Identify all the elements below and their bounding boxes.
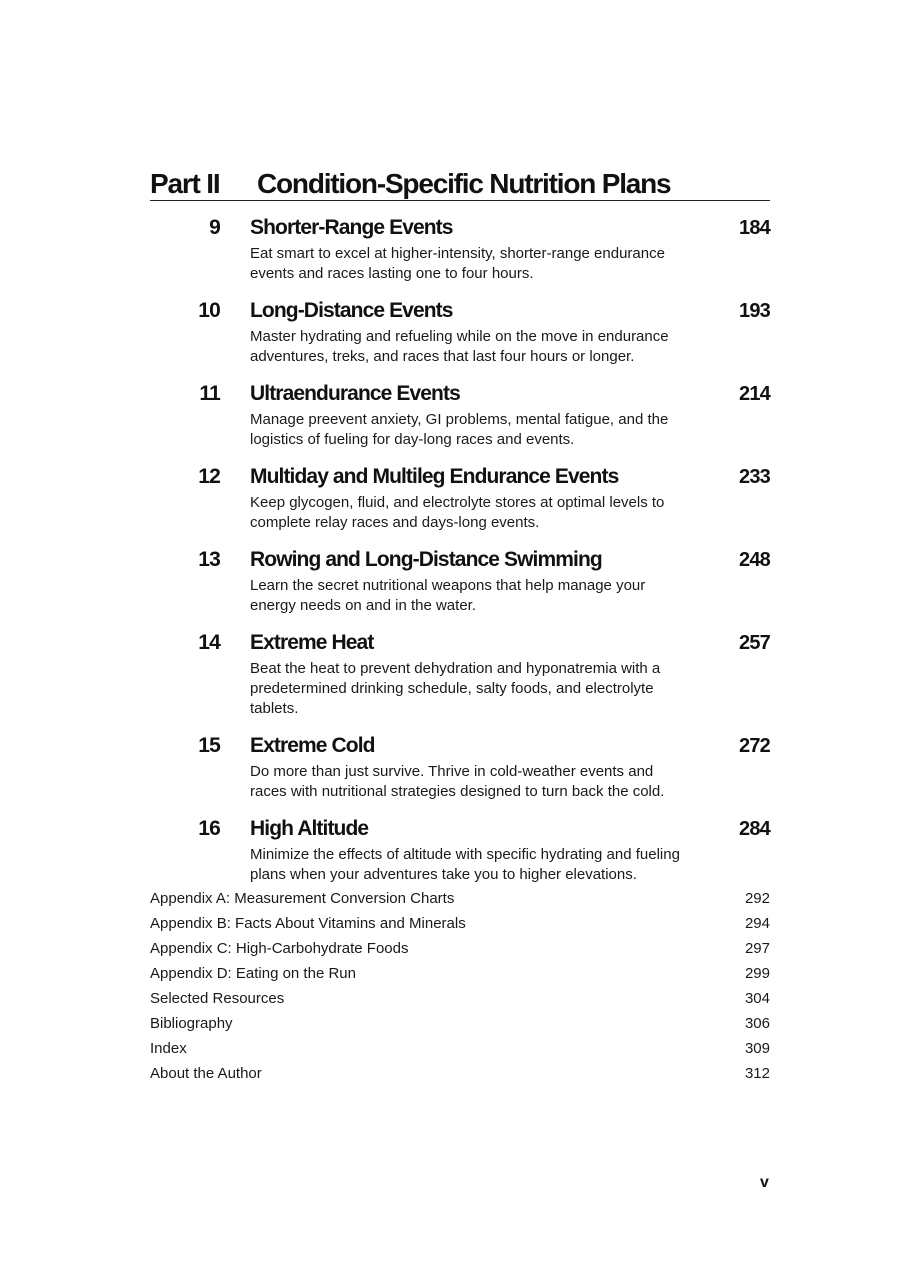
chapter-entry[interactable] — [150, 815, 770, 885]
backmatter-title: Appendix B: Facts About Vitamins and Minerals — [150, 915, 466, 932]
backmatter-entry[interactable] — [150, 911, 770, 936]
chapter-description: Master hydrating and refueling while on the move in endurance adventures, treks, and races that last four hours or longer. — [250, 328, 669, 365]
page-folio: v — [760, 1174, 769, 1191]
chapter-entry[interactable] — [150, 380, 770, 450]
chapter-entry[interactable] — [150, 732, 770, 802]
backmatter-title: Selected Resources — [150, 990, 285, 1007]
backmatter-list — [150, 886, 770, 1086]
backmatter-page-number: 292 — [744, 890, 770, 907]
chapter-number: 16 — [198, 817, 220, 840]
backmatter-entry[interactable] — [150, 886, 770, 911]
chapter-body — [250, 629, 690, 719]
backmatter-title: Index — [150, 1040, 187, 1057]
chapter-body — [250, 815, 690, 885]
table-of-contents — [150, 168, 770, 1086]
chapter-page-number: 214 — [739, 383, 770, 405]
chapter-title[interactable]: Multiday and Multileg Endurance Events — [250, 465, 619, 488]
chapter-page-number: 248 — [739, 549, 770, 571]
backmatter-page-number: 297 — [744, 940, 770, 957]
backmatter-page-number: 304 — [744, 990, 770, 1007]
part-title: Condition-Specific Nutrition Plans — [257, 168, 671, 199]
backmatter-title: Appendix C: High-Carbohydrate Foods — [150, 940, 409, 957]
chapter-description: Learn the secret nutritional weapons that help manage your energy needs on and in the water. — [250, 577, 646, 614]
chapter-number: 13 — [198, 548, 220, 571]
chapter-page-number: 272 — [739, 735, 770, 757]
backmatter-page-number: 294 — [744, 915, 770, 932]
backmatter-title: About the Author — [150, 1065, 262, 1082]
backmatter-entry[interactable] — [150, 1061, 770, 1086]
backmatter-entry[interactable] — [150, 1011, 770, 1036]
part-label: Part II — [150, 168, 220, 199]
chapter-page-number: 184 — [739, 217, 770, 239]
chapter-page-number: 284 — [739, 818, 770, 840]
chapter-entry[interactable] — [150, 629, 770, 719]
chapter-entry[interactable] — [150, 463, 770, 533]
chapter-title[interactable]: Extreme Heat — [250, 631, 374, 654]
chapter-description: Do more than just survive. Thrive in cold-weather events and races with nutritional strategies designed to turn back the cold. — [250, 763, 665, 800]
chapter-number: 15 — [198, 734, 220, 757]
chapter-page-number: 257 — [739, 632, 770, 654]
chapter-body — [250, 546, 690, 616]
chapter-body — [250, 463, 690, 533]
chapter-entry[interactable] — [150, 214, 770, 284]
chapter-body — [250, 297, 690, 367]
chapter-title[interactable]: Rowing and Long-Distance Swimming — [250, 548, 602, 571]
part-header — [150, 168, 770, 201]
chapter-title[interactable]: High Altitude — [250, 817, 369, 840]
chapter-description: Keep glycogen, fluid, and electrolyte stores at optimal levels to complete relay races and days-long events. — [250, 494, 665, 531]
backmatter-page-number: 299 — [744, 965, 770, 982]
chapter-number: 9 — [209, 216, 220, 239]
backmatter-page-number: 309 — [744, 1040, 770, 1057]
backmatter-entry[interactable] — [150, 936, 770, 961]
chapter-description: Beat the heat to prevent dehydration and hyponatremia with a predetermined drinking schedule, salty foods, and electrolyte tablets. — [250, 660, 661, 717]
chapter-number: 10 — [198, 299, 220, 322]
chapter-title[interactable]: Long-Distance Events — [250, 299, 453, 322]
chapter-entry[interactable] — [150, 546, 770, 616]
chapter-entry[interactable] — [150, 297, 770, 367]
chapter-title[interactable]: Ultraendurance Events — [250, 382, 460, 405]
backmatter-entry[interactable] — [150, 1036, 770, 1061]
chapter-description: Eat smart to excel at higher-intensity, shorter-range endurance events and races lasting one to four hours. — [250, 245, 665, 282]
backmatter-title: Appendix A: Measurement Conversion Charts — [150, 890, 455, 907]
backmatter-entry[interactable] — [150, 961, 770, 986]
chapter-description: Minimize the effects of altitude with specific hydrating and fueling plans when your adventures take you to higher elevations. — [250, 846, 680, 883]
chapter-number: 12 — [198, 465, 220, 488]
chapter-body — [250, 214, 690, 284]
chapter-page-number: 233 — [739, 466, 770, 488]
backmatter-entry[interactable] — [150, 986, 770, 1011]
chapter-page-number: 193 — [739, 300, 770, 322]
chapter-body — [250, 380, 690, 450]
chapter-title[interactable]: Extreme Cold — [250, 734, 375, 757]
chapter-description: Manage preevent anxiety, GI problems, mental fatigue, and the logistics of fueling for day-long races and events. — [250, 411, 669, 448]
chapter-list — [150, 214, 770, 885]
chapter-number: 11 — [199, 382, 220, 405]
backmatter-page-number: 306 — [744, 1015, 770, 1032]
backmatter-title: Bibliography — [150, 1015, 233, 1032]
chapter-title[interactable]: Shorter-Range Events — [250, 216, 453, 239]
chapter-body — [250, 732, 690, 802]
chapter-number: 14 — [198, 631, 220, 654]
backmatter-page-number: 312 — [744, 1065, 770, 1082]
backmatter-title: Appendix D: Eating on the Run — [150, 965, 356, 982]
